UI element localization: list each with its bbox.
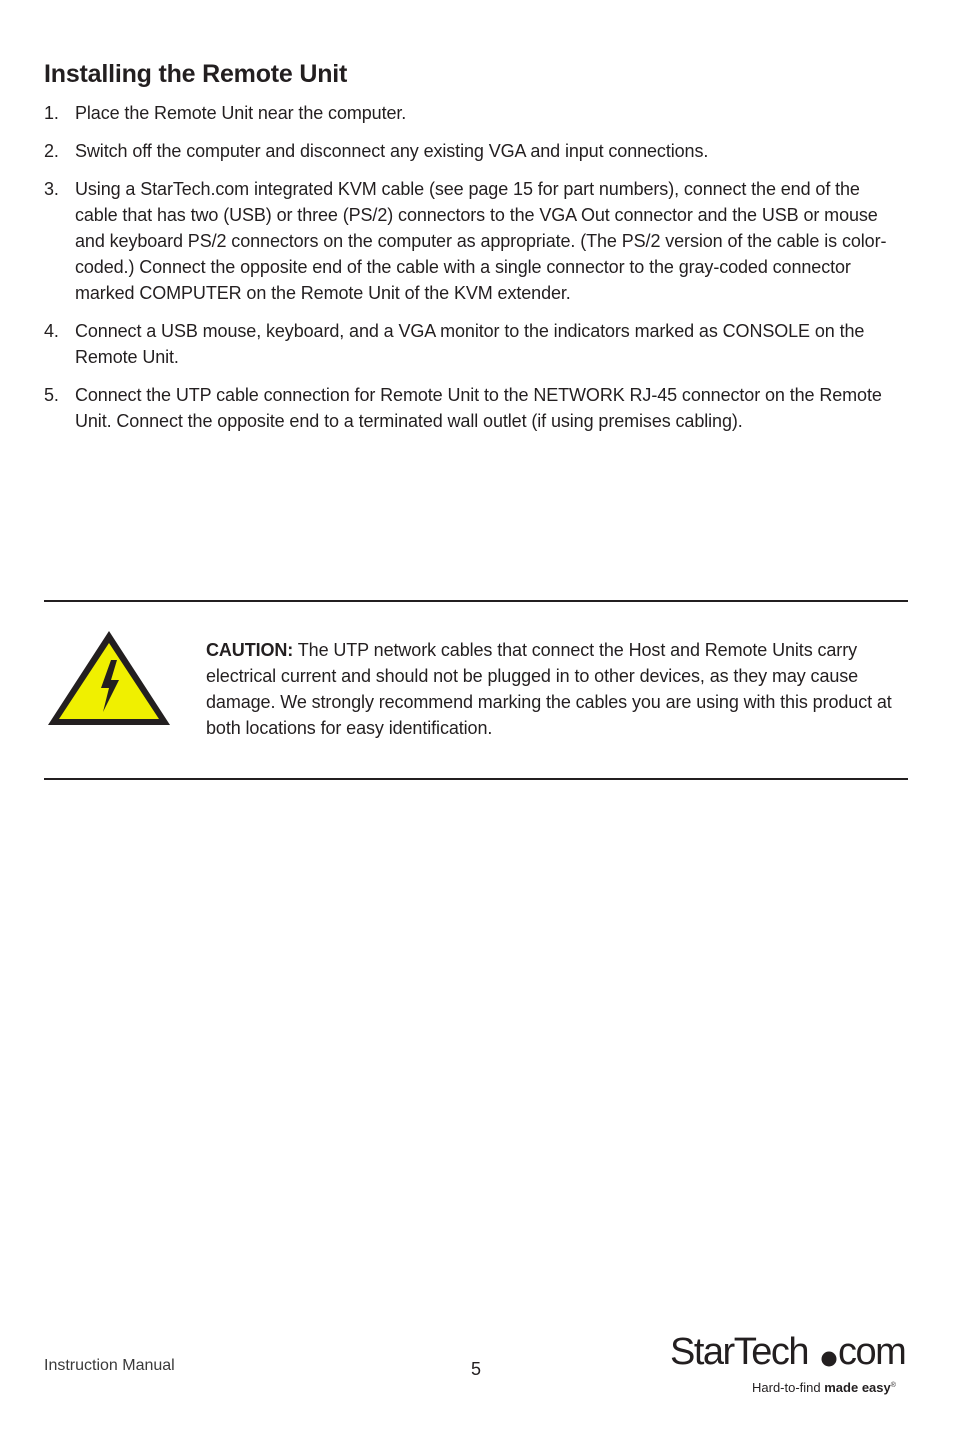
step-text: Connect the UTP cable connection for Remote Unit to the NETWORK RJ-45 connector on the Remote Unit. Connect the opposite end to a terminated wall outlet (if using premises cabling).: [75, 385, 882, 431]
step-number: 4.: [44, 321, 59, 341]
caution-label: CAUTION:: [206, 640, 294, 660]
high-voltage-warning-icon: [45, 628, 173, 728]
footer-manual-label: Instruction Manual: [44, 1357, 175, 1374]
page-heading: Installing the Remote Unit: [44, 60, 348, 88]
step-number: 2.: [44, 141, 59, 161]
step-number: 5.: [44, 385, 59, 405]
step-number: 3.: [44, 179, 59, 199]
caution-note: [206, 637, 906, 741]
caution-divider-bottom: [44, 778, 908, 780]
step-item: [44, 176, 904, 306]
svg-text:StarTech: StarTech: [670, 1331, 808, 1373]
svg-text:com: com: [838, 1331, 906, 1373]
caution-divider-top: [44, 600, 908, 602]
step-number: 1.: [44, 103, 59, 123]
caution-text: The UTP network cables that connect the Host and Remote Units carry electrical current and should not be plugged in to other devices, as they may cause damage. We strongly recommend marking the cables you are using with this product at both locations for easy identification.: [206, 640, 892, 738]
svg-text:Hard-to-find made easy®: Hard-to-find made easy®: [752, 1380, 896, 1395]
step-item: [44, 318, 904, 370]
step-text: Using a StarTech.com integrated KVM cable (see page 15 for part numbers), connect the end of the cable that has two (USB) or three (PS/2) connectors to the VGA Out connector and the USB or mouse and keyboard PS/2 connectors on the computer as appropriate. (The PS/2 version of the cable is color-coded.) Connect the opposite end of the cable with a single connector to the gray-coded connector marked COMPUTER on the Remote Unit of the KVM extender.: [75, 179, 887, 303]
startech-logo: [668, 1326, 920, 1400]
step-item: [44, 138, 904, 164]
page-number: 5: [471, 1359, 482, 1379]
step-text: Place the Remote Unit near the computer.: [75, 103, 407, 123]
step-item: [44, 100, 904, 126]
step-item: [44, 382, 904, 434]
step-text: Switch off the computer and disconnect any existing VGA and input connections.: [75, 141, 709, 161]
installation-steps: [44, 100, 904, 446]
step-text: Connect a USB mouse, keyboard, and a VGA monitor to the indicators marked as CONSOLE on the Remote Unit.: [75, 321, 865, 367]
